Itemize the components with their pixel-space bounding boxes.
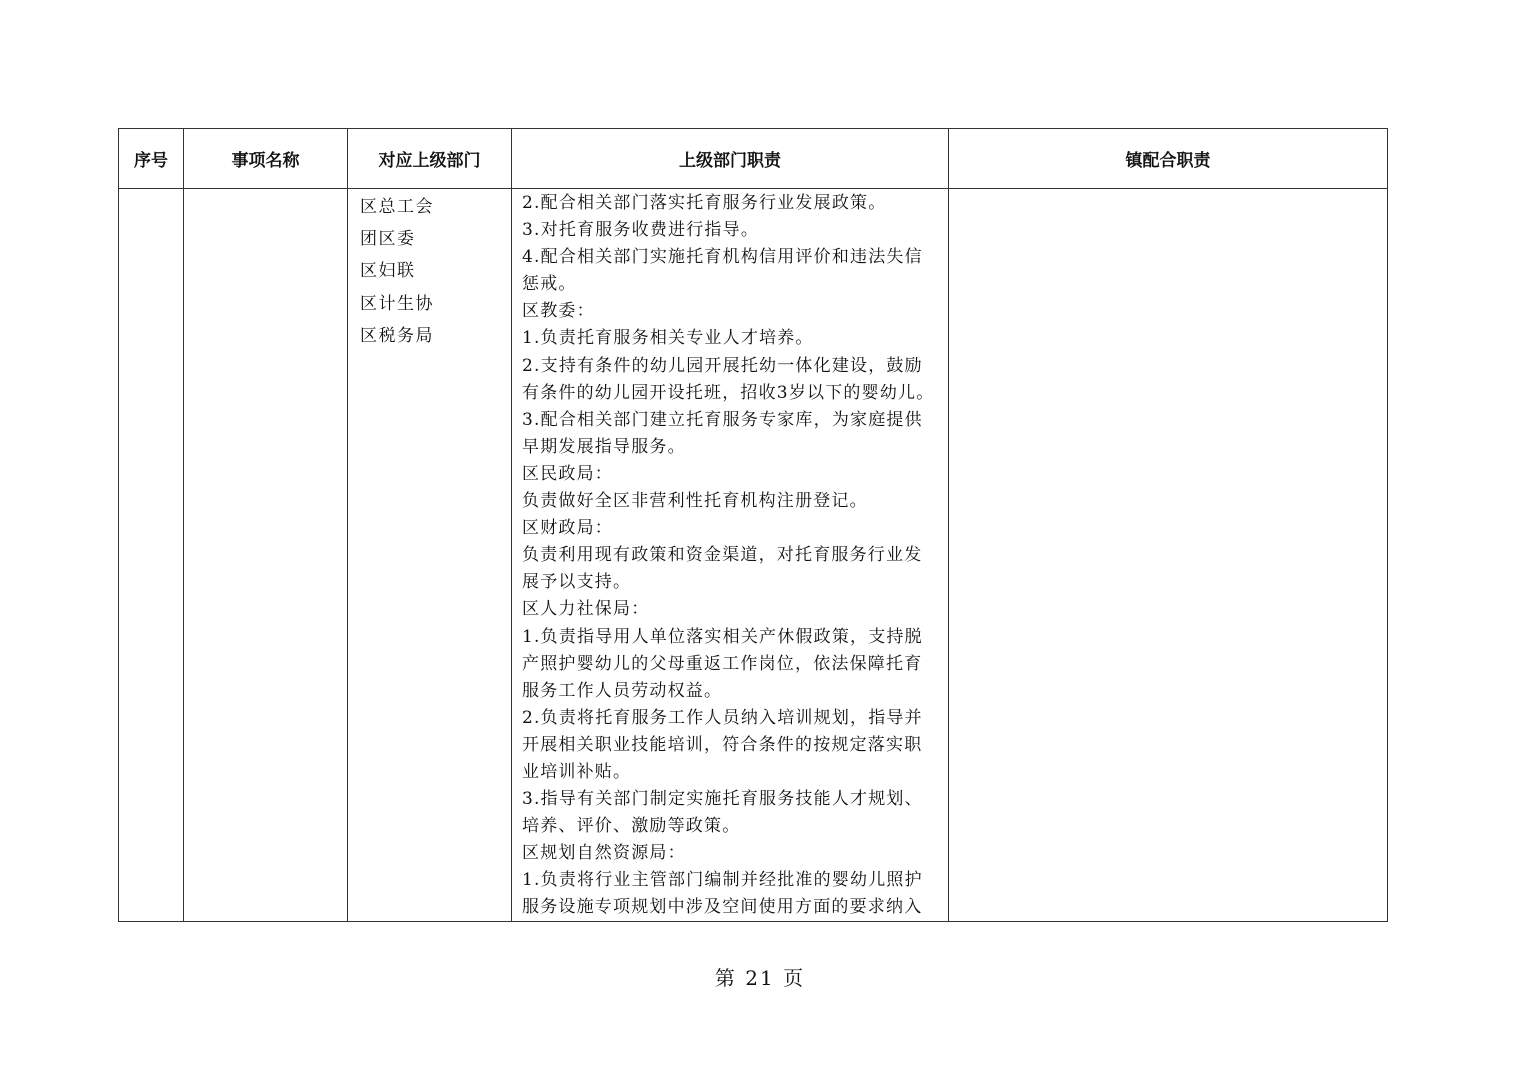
- duty-line: 1.负责指导用人单位落实相关产休假政策，支持脱: [522, 626, 923, 647]
- cell-index: [119, 189, 184, 922]
- responsibility-table: [118, 128, 1388, 922]
- duty-line: 服务设施专项规划中涉及空间使用方面的要求纳入: [522, 897, 923, 918]
- duty-line: 早期发展指导服务。: [522, 436, 686, 457]
- duty-line: 1.负责将行业主管部门编制并经批准的婴幼儿照护: [522, 870, 923, 891]
- duty-line: 业培训补贴。: [522, 761, 632, 782]
- duty-line: 开展相关职业技能培训，符合条件的按规定落实职: [522, 734, 923, 755]
- page-number: 第 21 页: [714, 966, 806, 990]
- duty-line: 惩戒。: [522, 274, 577, 295]
- duty-line: 3.指导有关部门制定实施托育服务技能人才规划、: [522, 789, 923, 810]
- duty-line: 区人力社保局：: [522, 599, 650, 620]
- duty-line: 区教委：: [522, 301, 595, 322]
- header-item-name: 事项名称: [184, 129, 348, 189]
- duty-line: 2.支持有条件的幼儿园开展托幼一体化建设，鼓励: [522, 355, 923, 376]
- duty-line: 培养、评价、激励等政策。: [522, 816, 741, 837]
- cell-town-duties: [949, 189, 1388, 922]
- duty-line: 区民政局：: [522, 463, 613, 484]
- duty-list: [512, 189, 948, 920]
- header-superior-duties: 上级部门职责: [512, 129, 949, 189]
- duty-line: 展予以支持。: [522, 572, 632, 593]
- department-item: 团区委: [360, 229, 416, 250]
- table-row: [119, 189, 1388, 922]
- duty-line: 区规划自然资源局：: [522, 843, 686, 864]
- duty-line: 有条件的幼儿园开设托班，招收3岁以下的婴幼儿。: [522, 382, 935, 403]
- cell-departments: [348, 189, 512, 922]
- department-list: [348, 189, 511, 352]
- duty-line: 1.负责托育服务相关专业人才培养。: [522, 328, 814, 349]
- cell-item-name: [184, 189, 348, 922]
- department-item: 区税务局: [360, 325, 434, 346]
- department-item: 区计生协: [360, 293, 434, 314]
- duty-line: 服务工作人员劳动权益。: [522, 680, 723, 701]
- duty-line: 3.配合相关部门建立托育服务专家库，为家庭提供: [522, 409, 923, 430]
- duty-line: 负责做好全区非营利性托育机构注册登记。: [522, 491, 868, 512]
- duty-line: 2.负责将托育服务工作人员纳入培训规划，指导并: [522, 707, 923, 728]
- duty-line: 4.配合相关部门实施托育机构信用评价和违法失信: [522, 247, 923, 268]
- header-town-duties: 镇配合职责: [949, 129, 1388, 189]
- duty-line: 2.配合相关部门落实托育服务行业发展政策。: [522, 193, 887, 213]
- duty-line: 产照护婴幼儿的父母重返工作岗位，依法保障托育: [522, 653, 923, 674]
- header-superior-department: 对应上级部门: [348, 129, 512, 189]
- duty-line: 区财政局：: [522, 518, 613, 539]
- department-item: 区妇联: [360, 261, 416, 282]
- department-item: 区总工会: [360, 197, 434, 217]
- header-index: 序号: [119, 129, 184, 189]
- duty-line: 负责利用现有政策和资金渠道，对托育服务行业发: [522, 545, 923, 566]
- cell-superior-duties: [512, 189, 949, 922]
- duty-line: 3.对托育服务收费进行指导。: [522, 220, 760, 241]
- header-row: [119, 129, 1388, 189]
